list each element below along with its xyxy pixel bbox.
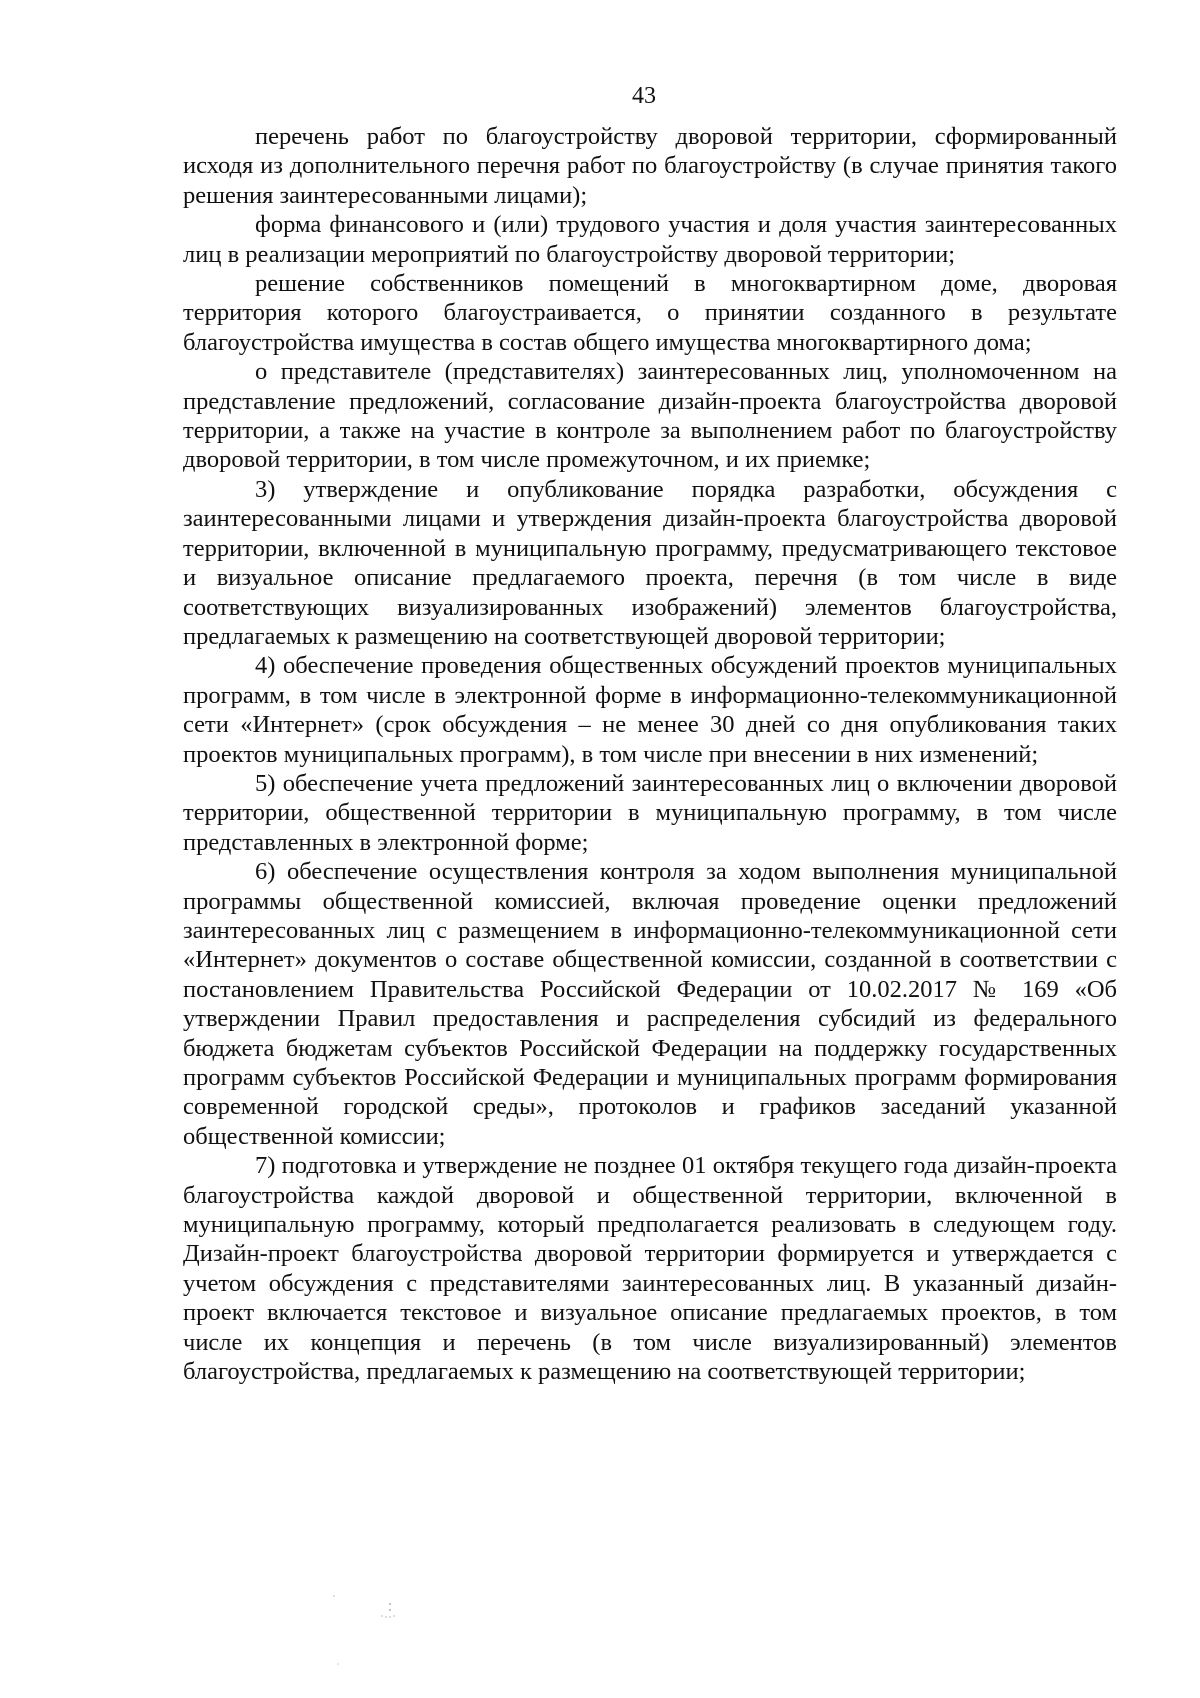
document-body bbox=[183, 122, 1117, 1386]
paragraph-item-6: 6) обеспечение осуществления контроля за ходом выполнения муниципальной программы общественной комиссией, включая проведение оценки предложений заинтересованных лиц с размещением в информационно-телекоммуникационной сети «Интернет» документов о составе общественной комиссии, созданной в соответствии с постановлением Правительства Российской Федерации от 10.02.2017 № 169 «Об утверждении Правил предоставления и распределения субсидий из федерального бюджета бюджетам субъектов Российской Федерации на поддержку государственных программ субъектов Российской Федерации и муниципальных программ формирования современной городской среды», протоколов и графиков заседаний указанной общественной комиссии; bbox=[183, 858, 1117, 1150]
paragraph-participation-form: форма финансового и (или) трудового участия и доля участия заинтересованных лиц в реализации мероприятий по благоустройству дворовой территории; bbox=[183, 211, 1117, 268]
paragraph-work-list: перечень работ по благоустройству дворовой территории, сформированный исходя из дополнительного перечня работ по благоустройству (в случае принятия такого решения заинтересованными лицами); bbox=[183, 123, 1117, 209]
paragraph-item-7: 7) подготовка и утверждение не позднее 01 октября текущего года дизайн-проекта благоустройства каждой дворовой и общественной территории, включенной в муниципальную программу, который предполагается реализовать в следующем году. Дизайн-проект благоустройства дворовой территории формируется и утверждается с учетом обсуждения с представителями заинтересованных лиц. В указанный дизайн-проект включается текстовое и визуальное описание предлагаемых проектов, в том числе их концепция и перечень (в том числе визуализированный) элементов благоустройства, предлагаемых к размещению на соответствующей территории; bbox=[183, 1152, 1117, 1386]
paragraph-representative: о представителе (представителях) заинтересованных лиц, уполномоченном на представление предложений, согласование дизайн-проекта благоустройства дворовой территории, а также на участие в контроле за выполнением работ по благоустройству дворовой территории, в том числе промежуточном, и их приемке; bbox=[183, 358, 1117, 474]
page-number: 43 bbox=[632, 83, 656, 109]
paragraph-item-3: 3) утверждение и опубликование порядка разработки, обсуждения с заинтересованными лицами и утверждения дизайн-проекта благоустройства дворовой территории, включенной в муниципальную программу, предусматривающего текстовое и визуальное описание предлагаемого проекта, перечня (в том числе в виде соответствующих визуализированных изображений) элементов благоустройства, предлагаемых к размещению на соответствующей дворовой территории; bbox=[183, 475, 1117, 650]
paragraph-item-4: 4) обеспечение проведения общественных обсуждений проектов муниципальных программ, в том числе в электронной форме в информационно-телекоммуникационной сети «Интернет» (срок обсуждения – не менее 30 дней со дня опубликования таких проектов муниципальных программ), в том числе при внесении в них изменений; bbox=[183, 652, 1117, 768]
scan-artifact bbox=[330, 1590, 450, 1670]
paragraph-item-5: 5) обеспечение учета предложений заинтересованных лиц о включении дворовой территории, общественной территории в муниципальную программу, в том числе представленных в электронной форме; bbox=[183, 769, 1117, 856]
paragraph-owners-decision: решение собственников помещений в многоквартирном доме, дворовая территория которого благоустраивается, о принятии созданного в результате благоустройства имущества в состав общего имущества многоквартирного дома; bbox=[183, 270, 1117, 356]
